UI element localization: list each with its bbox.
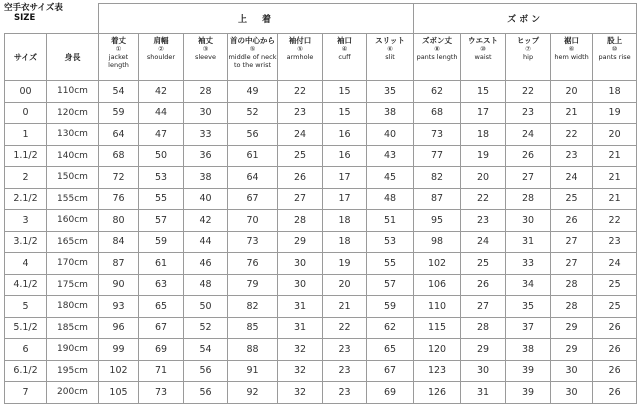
measure-cell: 76: [99, 188, 139, 210]
measure-cell: 102: [414, 253, 461, 275]
column-header-en: slit: [385, 53, 395, 61]
measure-cell: 38: [184, 167, 228, 189]
measure-cell: 39: [506, 360, 551, 382]
measure-cell: 21: [593, 167, 637, 189]
table-row: [5, 188, 637, 210]
measure-cell: 49: [228, 81, 278, 103]
measure-cell: 93: [99, 296, 139, 318]
height-cell: 165cm: [47, 231, 99, 253]
size-cell: 6.1/2: [5, 360, 47, 382]
column-header-measure: [184, 34, 228, 81]
measure-cell: 22: [461, 188, 506, 210]
measure-cell: 44: [184, 231, 228, 253]
measure-cell: 21: [593, 145, 637, 167]
measure-cell: 32: [278, 360, 323, 382]
column-header-num: ⑥: [387, 45, 393, 53]
column-header-jp: スリット: [375, 36, 405, 45]
measure-cell: 77: [414, 145, 461, 167]
measure-cell: 73: [228, 231, 278, 253]
table-row: [5, 124, 637, 146]
measure-cell: 52: [228, 102, 278, 124]
measure-cell: 61: [139, 253, 184, 275]
measure-cell: 18: [461, 124, 506, 146]
measure-cell: 19: [593, 102, 637, 124]
measure-cell: 30: [461, 360, 506, 382]
measure-cell: 70: [228, 210, 278, 232]
column-header-jp: ウエスト: [468, 36, 499, 45]
height-cell: 190cm: [47, 339, 99, 361]
measure-cell: 30: [551, 382, 593, 404]
column-header-measure: [367, 34, 414, 81]
measure-cell: 26: [593, 360, 637, 382]
measure-cell: 80: [99, 210, 139, 232]
column-header-en: sleeve: [194, 53, 217, 61]
height-cell: 155cm: [47, 188, 99, 210]
measure-cell: 42: [184, 210, 228, 232]
column-header-en: pants rise: [598, 53, 631, 61]
measure-cell: 54: [99, 81, 139, 103]
measure-cell: 38: [506, 339, 551, 361]
column-header-num: ⑥: [568, 45, 575, 53]
table-row: [5, 102, 637, 124]
height-cell: 160cm: [47, 210, 99, 232]
measure-cell: 30: [551, 360, 593, 382]
measure-cell: 23: [323, 360, 367, 382]
column-header-measure: [461, 34, 506, 81]
measure-cell: 28: [184, 81, 228, 103]
column-header-num: ⑧: [434, 45, 440, 53]
table-row: [5, 231, 637, 253]
size-cell: 1.1/2: [5, 145, 47, 167]
measure-cell: 17: [461, 102, 506, 124]
measure-cell: 27: [551, 231, 593, 253]
size-cell: 4.1/2: [5, 274, 47, 296]
measure-cell: 33: [506, 253, 551, 275]
measure-cell: 29: [461, 339, 506, 361]
measure-cell: 16: [323, 145, 367, 167]
measure-cell: 18: [323, 231, 367, 253]
column-header-measure: [139, 34, 184, 81]
measure-cell: 84: [99, 231, 139, 253]
group-bottom-header: ズボン: [414, 4, 637, 34]
measure-cell: 27: [506, 167, 551, 189]
measure-cell: 98: [414, 231, 461, 253]
measure-cell: 50: [184, 296, 228, 318]
measure-cell: 34: [506, 274, 551, 296]
measure-cell: 18: [323, 210, 367, 232]
measure-cell: 61: [228, 145, 278, 167]
measure-cell: 69: [139, 339, 184, 361]
measure-cell: 25: [593, 296, 637, 318]
measure-cell: 18: [593, 81, 637, 103]
measure-cell: 37: [506, 317, 551, 339]
measure-cell: 26: [593, 317, 637, 339]
measure-cell: 26: [593, 339, 637, 361]
measure-cell: 40: [184, 188, 228, 210]
column-header-jp: 股上: [607, 36, 623, 45]
measure-cell: 30: [184, 102, 228, 124]
measure-cell: 55: [367, 253, 414, 275]
measure-cell: 19: [461, 145, 506, 167]
column-header-jp: 袖付口: [288, 36, 312, 45]
measure-cell: 76: [228, 253, 278, 275]
group-top-header: 上 着: [99, 4, 414, 34]
measure-cell: 15: [323, 102, 367, 124]
measure-cell: 17: [323, 167, 367, 189]
measure-cell: 15: [323, 81, 367, 103]
table-body: [5, 81, 637, 404]
measure-cell: 62: [414, 81, 461, 103]
measure-cell: 56: [228, 124, 278, 146]
column-header-num: ⑩: [480, 45, 486, 53]
measure-cell: 22: [506, 81, 551, 103]
measure-cell: 46: [184, 253, 228, 275]
measure-cell: 59: [139, 231, 184, 253]
measure-cell: 16: [323, 124, 367, 146]
size-cell: 2: [5, 167, 47, 189]
measure-cell: 96: [99, 317, 139, 339]
measure-cell: 24: [506, 124, 551, 146]
column-header-jp: 裾口: [564, 36, 580, 45]
measure-cell: 23: [461, 210, 506, 232]
column-header-en: hip: [523, 53, 534, 61]
measure-cell: 72: [99, 167, 139, 189]
measure-cell: 23: [593, 231, 637, 253]
measure-cell: 24: [278, 124, 323, 146]
measure-cell: 45: [367, 167, 414, 189]
measure-cell: 63: [139, 274, 184, 296]
height-cell: 175cm: [47, 274, 99, 296]
table-row: [5, 210, 637, 232]
column-header-jp: 着丈: [111, 36, 126, 45]
column-header-en: shoulder: [146, 53, 176, 61]
measure-cell: 43: [367, 145, 414, 167]
measure-cell: 31: [278, 317, 323, 339]
measure-cell: 20: [323, 274, 367, 296]
measure-cell: 31: [461, 382, 506, 404]
measure-cell: 92: [228, 382, 278, 404]
table-row: [5, 81, 637, 103]
measure-cell: 82: [228, 296, 278, 318]
measure-cell: 67: [228, 188, 278, 210]
measure-cell: 26: [551, 210, 593, 232]
height-cell: 140cm: [47, 145, 99, 167]
column-header-en: pants length: [416, 53, 458, 61]
measure-cell: 65: [139, 296, 184, 318]
height-cell: 185cm: [47, 317, 99, 339]
column-header-jp: ズボン丈: [422, 36, 453, 45]
measure-cell: 30: [278, 274, 323, 296]
column-header-en: waist: [474, 53, 492, 61]
measure-cell: 23: [551, 145, 593, 167]
measure-cell: 99: [99, 339, 139, 361]
column-header-measure: [228, 34, 278, 81]
measure-cell: 29: [551, 339, 593, 361]
size-cell: 1: [5, 124, 47, 146]
measure-cell: 30: [278, 253, 323, 275]
column-header-num: ③: [202, 45, 209, 53]
measure-cell: 33: [184, 124, 228, 146]
measure-cell: 126: [414, 382, 461, 404]
measure-cell: 51: [367, 210, 414, 232]
column-header-num: ②: [158, 45, 164, 53]
measure-cell: 21: [593, 188, 637, 210]
column-header-en: armhole: [286, 53, 314, 61]
measure-cell: 44: [139, 102, 184, 124]
measure-cell: 71: [139, 360, 184, 382]
column-header-measure: [323, 34, 367, 81]
measure-cell: 32: [278, 339, 323, 361]
measure-cell: 19: [323, 253, 367, 275]
measure-cell: 68: [99, 145, 139, 167]
size-cell: 0: [5, 102, 47, 124]
chart-title-jp: 空手衣サイズ表: [4, 3, 63, 13]
measure-cell: 110: [414, 296, 461, 318]
measure-cell: 17: [323, 188, 367, 210]
column-header-jp: 袖丈: [198, 36, 213, 45]
column-header-en: hem width: [554, 53, 589, 61]
measure-cell: 29: [551, 317, 593, 339]
measure-cell: 56: [184, 382, 228, 404]
column-header-num: ①: [115, 45, 122, 53]
column-header-height: 身長: [47, 34, 99, 81]
measure-cell: 56: [184, 360, 228, 382]
measure-cell: 67: [139, 317, 184, 339]
column-header-en: middle of neck to the wrist: [228, 53, 277, 69]
table-row: [5, 274, 637, 296]
height-cell: 200cm: [47, 382, 99, 404]
column-header-num: ⑤: [249, 45, 256, 53]
measure-cell: 21: [551, 102, 593, 124]
column-header-measure: [414, 34, 461, 81]
measure-cell: 95: [414, 210, 461, 232]
measure-cell: 28: [461, 317, 506, 339]
measure-cell: 32: [278, 382, 323, 404]
height-cell: 180cm: [47, 296, 99, 318]
size-cell: 7: [5, 382, 47, 404]
measure-cell: 73: [139, 382, 184, 404]
measure-cell: 31: [278, 296, 323, 318]
column-header-measure: [278, 34, 323, 81]
column-header-num: ⑩: [611, 45, 618, 53]
column-header-measure: [506, 34, 551, 81]
measure-cell: 25: [551, 188, 593, 210]
measure-cell: 62: [367, 317, 414, 339]
measure-cell: 25: [278, 145, 323, 167]
measure-cell: 40: [367, 124, 414, 146]
measure-cell: 79: [228, 274, 278, 296]
column-header-jp: 首の中心から: [230, 36, 275, 45]
measure-cell: 25: [593, 274, 637, 296]
measure-cell: 106: [414, 274, 461, 296]
measure-cell: 48: [367, 188, 414, 210]
measure-cell: 35: [367, 81, 414, 103]
measure-cell: 65: [367, 339, 414, 361]
height-cell: 120cm: [47, 102, 99, 124]
measure-cell: 123: [414, 360, 461, 382]
measure-cell: 59: [367, 296, 414, 318]
measure-cell: 27: [278, 188, 323, 210]
size-cell: 00: [5, 81, 47, 103]
measure-cell: 23: [323, 382, 367, 404]
height-cell: 150cm: [47, 167, 99, 189]
measure-cell: 27: [461, 296, 506, 318]
measure-cell: 23: [323, 339, 367, 361]
size-cell: 5: [5, 296, 47, 318]
measure-cell: 35: [506, 296, 551, 318]
measure-cell: 90: [99, 274, 139, 296]
table-row: [5, 296, 637, 318]
size-cell: 5.1/2: [5, 317, 47, 339]
measure-cell: 26: [506, 145, 551, 167]
measure-cell: 24: [551, 167, 593, 189]
column-header-num: ⑤: [297, 45, 303, 53]
measure-cell: 38: [367, 102, 414, 124]
measure-cell: 87: [414, 188, 461, 210]
measure-cell: 53: [139, 167, 184, 189]
measure-cell: 28: [278, 210, 323, 232]
size-cell: 3.1/2: [5, 231, 47, 253]
measure-cell: 91: [228, 360, 278, 382]
measure-cell: 57: [139, 210, 184, 232]
column-header-measure: [551, 34, 593, 81]
height-cell: 130cm: [47, 124, 99, 146]
measure-cell: 24: [593, 253, 637, 275]
measure-cell: 59: [99, 102, 139, 124]
measure-cell: 22: [323, 317, 367, 339]
table-row: [5, 317, 637, 339]
column-header-measure: [99, 34, 139, 81]
measure-cell: 105: [99, 382, 139, 404]
measure-cell: 25: [461, 253, 506, 275]
table-row: [5, 339, 637, 361]
measure-cell: 15: [461, 81, 506, 103]
measure-cell: 67: [367, 360, 414, 382]
measure-cell: 28: [551, 296, 593, 318]
column-header-en: jacket length: [108, 53, 129, 69]
measure-cell: 20: [551, 81, 593, 103]
measure-cell: 20: [593, 124, 637, 146]
measure-cell: 39: [506, 382, 551, 404]
size-cell: 2.1/2: [5, 188, 47, 210]
measure-cell: 21: [323, 296, 367, 318]
measure-cell: 57: [367, 274, 414, 296]
table-row: [5, 360, 637, 382]
measure-cell: 42: [139, 81, 184, 103]
measure-cell: 102: [99, 360, 139, 382]
column-header-measure: [593, 34, 637, 81]
column-header-size: サイズ: [5, 34, 47, 81]
measure-cell: 87: [99, 253, 139, 275]
measure-cell: 28: [551, 274, 593, 296]
measure-cell: 120: [414, 339, 461, 361]
measure-cell: 26: [593, 382, 637, 404]
measure-cell: 22: [593, 210, 637, 232]
measure-cell: 50: [139, 145, 184, 167]
column-header-num: ④: [341, 45, 348, 53]
size-cell: 3: [5, 210, 47, 232]
column-header-jp: 袖口: [337, 36, 352, 45]
measure-cell: 64: [99, 124, 139, 146]
height-cell: 170cm: [47, 253, 99, 275]
chart-title-en: SIZE: [14, 13, 36, 23]
measure-cell: 85: [228, 317, 278, 339]
measure-cell: 28: [506, 188, 551, 210]
measure-cell: 26: [278, 167, 323, 189]
measure-cell: 88: [228, 339, 278, 361]
measure-cell: 69: [367, 382, 414, 404]
measure-cell: 29: [278, 231, 323, 253]
measure-cell: 24: [461, 231, 506, 253]
measure-cell: 52: [184, 317, 228, 339]
column-header-jp: ヒップ: [516, 36, 540, 45]
column-header-num: ⑦: [525, 45, 531, 53]
height-cell: 195cm: [47, 360, 99, 382]
measure-cell: 82: [414, 167, 461, 189]
table-row: [5, 167, 637, 189]
measure-cell: 73: [414, 124, 461, 146]
size-cell: 4: [5, 253, 47, 275]
measure-cell: 22: [551, 124, 593, 146]
size-table: [4, 3, 637, 404]
measure-cell: 30: [506, 210, 551, 232]
measure-cell: 53: [367, 231, 414, 253]
title-spacer: [5, 4, 99, 34]
measure-cell: 20: [461, 167, 506, 189]
measure-cell: 31: [506, 231, 551, 253]
measure-cell: 26: [461, 274, 506, 296]
measure-cell: 48: [184, 274, 228, 296]
measure-cell: 23: [278, 102, 323, 124]
height-cell: 110cm: [47, 81, 99, 103]
table-row: [5, 253, 637, 275]
measure-cell: 54: [184, 339, 228, 361]
measure-cell: 55: [139, 188, 184, 210]
measure-cell: 22: [278, 81, 323, 103]
measure-cell: 64: [228, 167, 278, 189]
measure-cell: 115: [414, 317, 461, 339]
column-header-jp: 肩幅: [153, 36, 169, 45]
measure-cell: 68: [414, 102, 461, 124]
measure-cell: 27: [551, 253, 593, 275]
size-cell: 6: [5, 339, 47, 361]
measure-cell: 36: [184, 145, 228, 167]
measure-cell: 23: [506, 102, 551, 124]
table-row: [5, 382, 637, 404]
table-row: [5, 145, 637, 167]
measure-cell: 47: [139, 124, 184, 146]
column-header-en: cuff: [338, 53, 351, 61]
